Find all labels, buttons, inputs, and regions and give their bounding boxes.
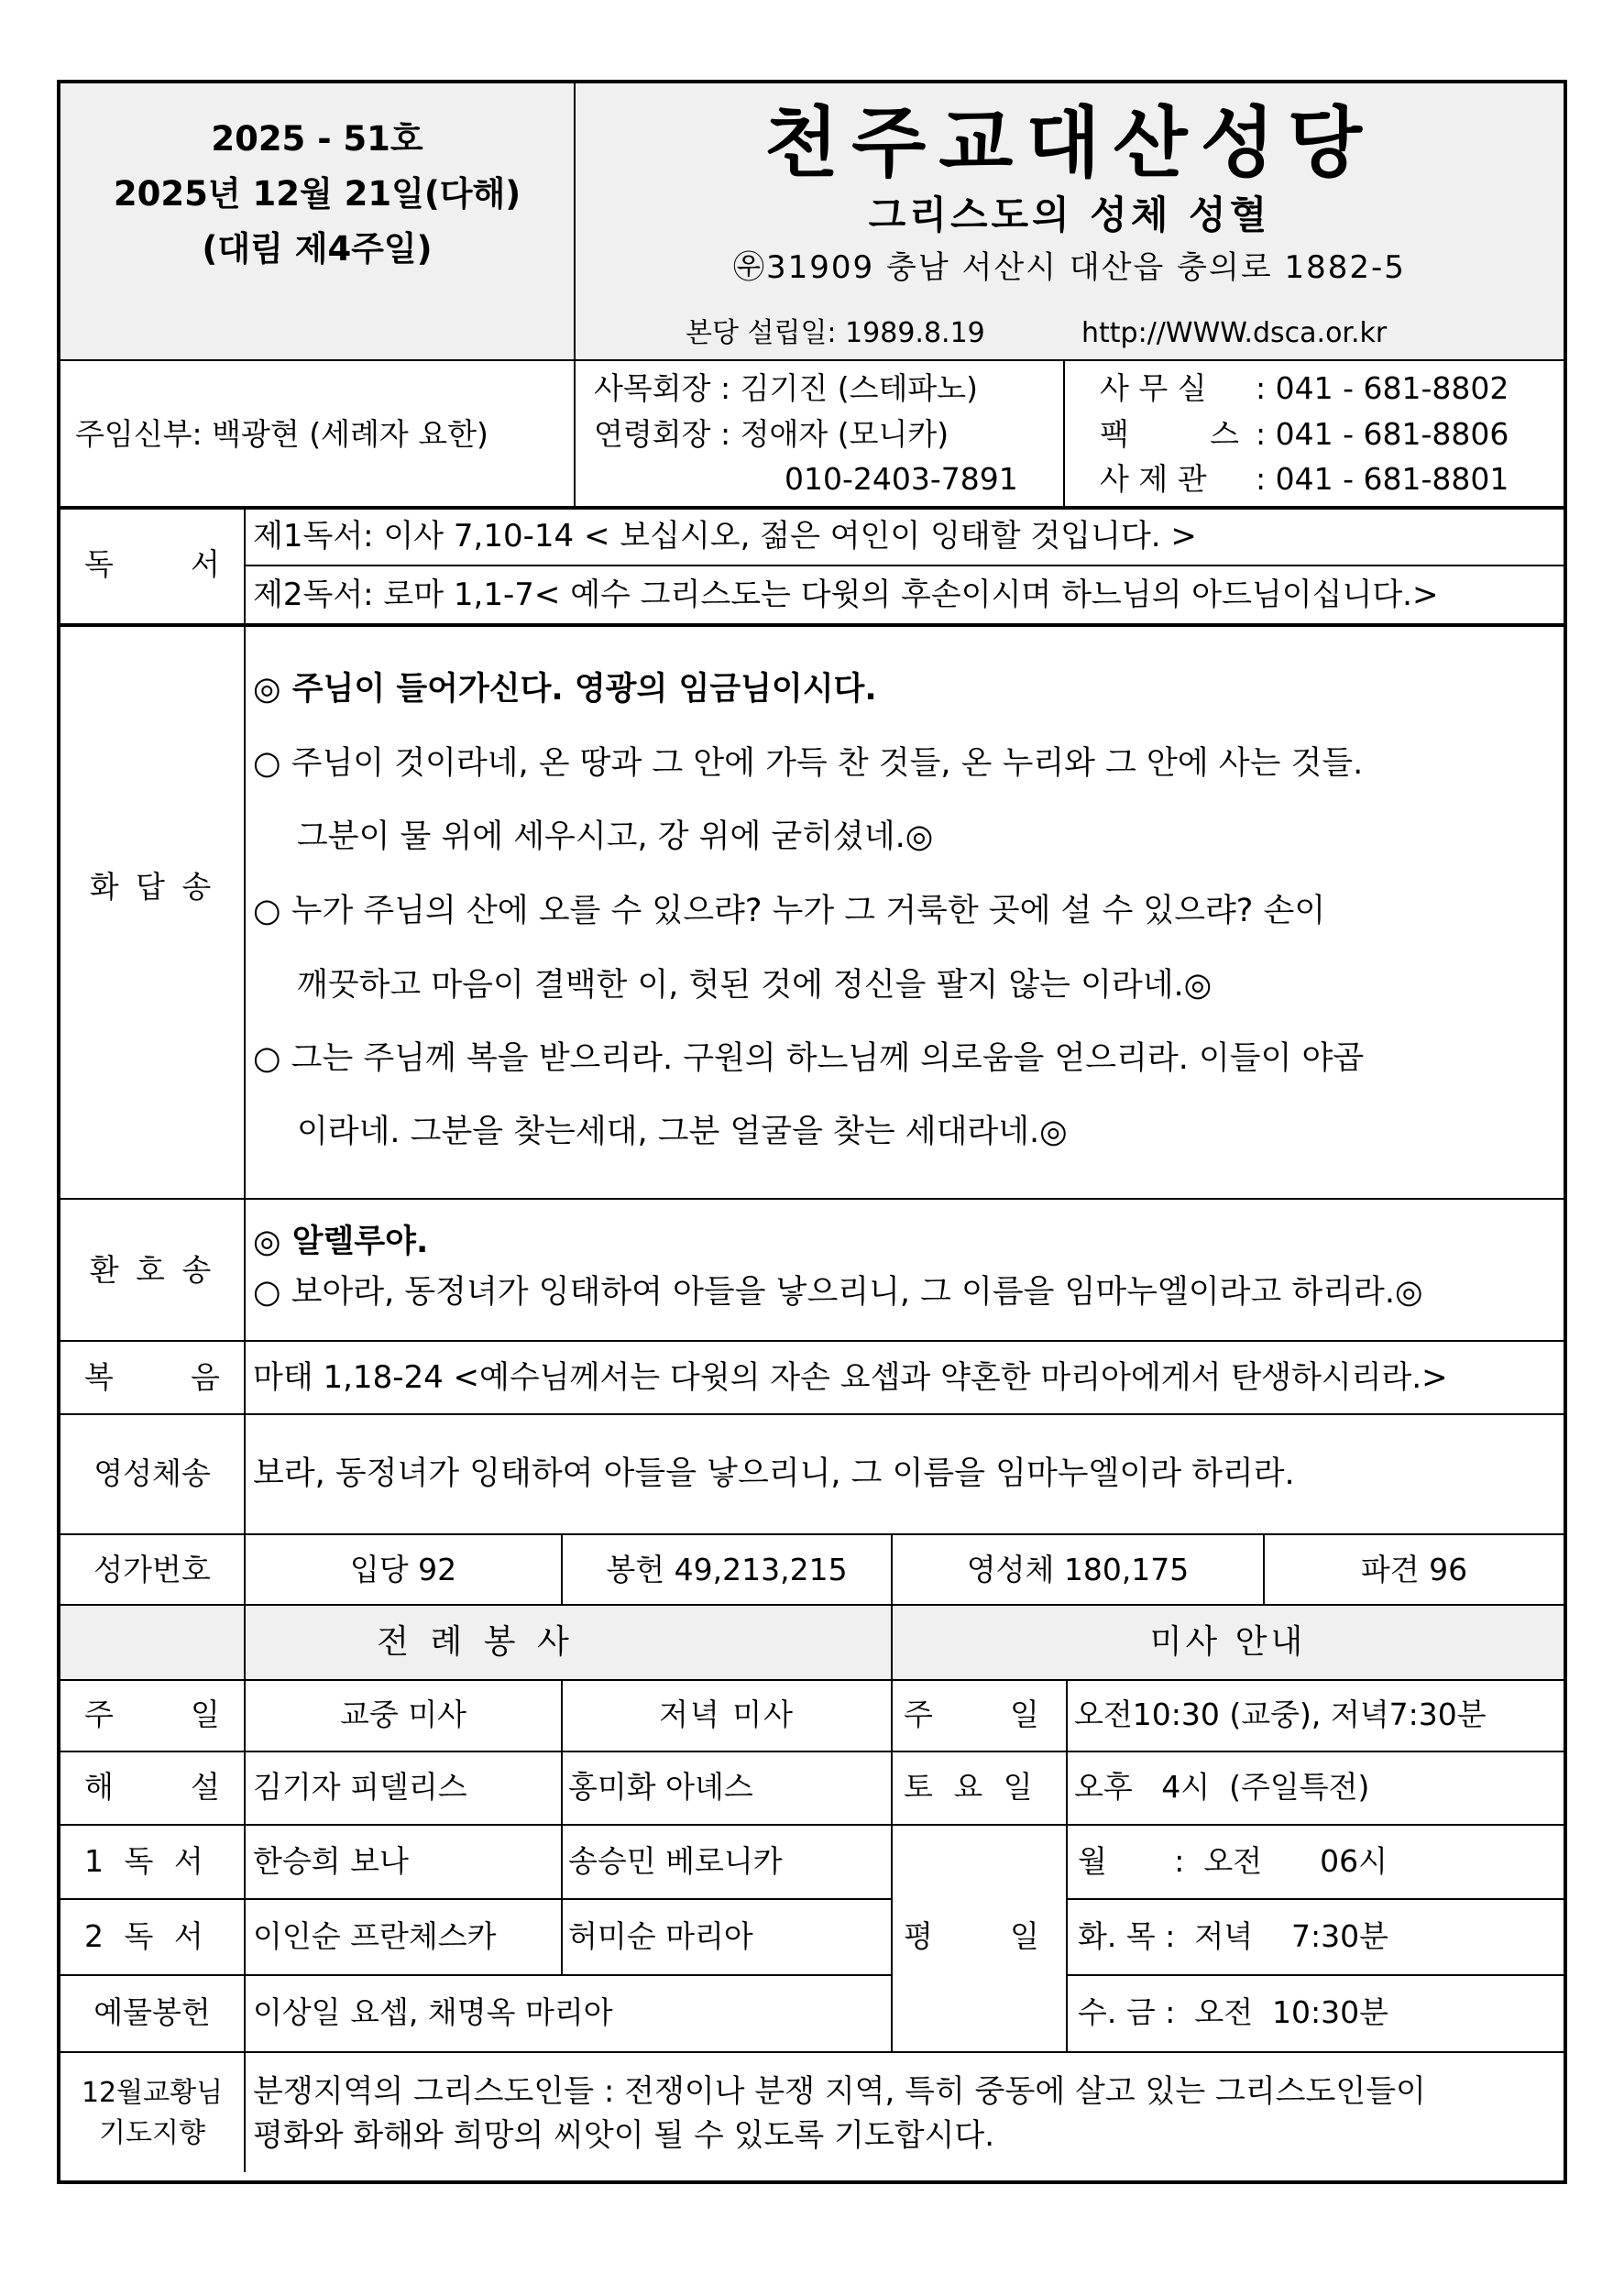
commentary-evening: 홍미화 아녜스 [568, 1769, 753, 1805]
hymn-offertory: 봉헌 49,213,215 [606, 1552, 848, 1587]
fax-label [1100, 416, 1239, 453]
ministry-col-evening: 저녁 미사 [658, 1697, 795, 1732]
mass-saturday-label: 토 요 일 [904, 1769, 1038, 1805]
psalm-line-5: ○ 그는 주님께 복을 받으리라. 구원의 하느님께 의로움을 얻으리라. 이들이 야곱 [253, 1040, 1365, 1077]
parish-patron: 그리스도의 성체 성혈 [868, 192, 1271, 237]
elder-president: 연령회장 : 정애자 (모니카) [594, 416, 949, 452]
acclamation-verse: ○ 보아라, 동정녀가 잉태하여 아들을 낳으리니, 그 이름을 임마누엘이라고 하리라.◎ [253, 1274, 1423, 1311]
psalm-line-3: ○ 누가 주님의 산에 오를 수 있으랴? 누가 그 거룩한 곳에 설 수 있으랴? 손이 [253, 893, 1326, 929]
prayer-intention-label-2: 기도지향 [99, 2117, 205, 2149]
church-name: 천주교대산성당 [763, 98, 1375, 188]
readings-label-char-2: 서 [191, 546, 220, 582]
mass-weekday-tue-thu: 화. 목 : 저녁 7:30분 [1078, 1918, 1389, 1954]
prayer-intention-line-1: 분쟁지역의 그리스도인들 : 전쟁이나 분쟁 지역, 특히 중동에 살고 있는 그리스도인들이 [253, 2073, 1426, 2110]
founded-date: 본당 설립일: 1989.8.19 [686, 317, 985, 349]
second-reader-morning: 이인순 프란체스카 [253, 1918, 497, 1954]
first-reader-evening: 송승민 베로니카 [568, 1843, 783, 1879]
gospel-label-char-1: 복 [84, 1359, 114, 1395]
ministry-col-sunday-char-2: 일 [191, 1697, 220, 1732]
ministry-title: 전 례 봉 사 [377, 1623, 575, 1661]
mass-weekday-wed-fri: 수. 금 : 오전 10:30분 [1078, 1994, 1389, 2030]
readings-label-char-1: 독 [84, 546, 114, 582]
commentary-char-2: 설 [191, 1769, 220, 1805]
psalm-label: 화 답 송 [89, 869, 215, 905]
office-label: 사 무 실 [1100, 370, 1207, 406]
council-president: 사목회장 : 김기진 (스테파노) [594, 370, 978, 406]
rectory-label: 사 제 관 [1100, 461, 1207, 497]
ministry-col-sunday-char-1: 주 [84, 1697, 114, 1732]
commentary-morning: 김기자 피델리스 [253, 1769, 467, 1805]
parish-address: ㉾31909 충남 서산시 대산읍 충의로 1882-5 [733, 249, 1406, 286]
mass-weekday-char-1: 평 [904, 1918, 933, 1954]
hymn-entrance: 입당 92 [349, 1552, 457, 1587]
mass-sunday-times: 오전10:30 (교중), 저녁7:30분 [1074, 1697, 1487, 1732]
pastor-name: 주임신부: 백광현 (세례자 요한) [75, 416, 488, 452]
parish-website[interactable]: http://WWW.dsca.or.kr [1081, 317, 1388, 349]
mass-sunday-char-2: 일 [1010, 1697, 1039, 1732]
issue-number: 2025 - 51호 [211, 119, 423, 159]
commentary-char-1: 해 [84, 1769, 114, 1805]
psalm-line-1: ○ 주님이 것이라네, 온 땅과 그 안에 가득 찬 것들, 온 누리와 그 안에 사는 것들. [253, 745, 1364, 782]
mass-info-title: 미사 안내 [1149, 1623, 1307, 1661]
acclamation-label: 환 호 송 [89, 1252, 215, 1288]
prayer-intention-label-1: 12월교황님 [81, 2077, 224, 2109]
psalm-refrain: ◎ 주님이 들어가신다. 영광의 임금님이시다. [253, 671, 877, 708]
ministry-col-morning: 교중 미사 [339, 1697, 466, 1732]
office-phone: : 041 - 681-8802 [1256, 370, 1509, 406]
second-reading: 제2독서: 로마 1,1-7< 예수 그리스도는 다윗의 후손이시며 하느님의 아드님이십니다.> [253, 576, 1439, 613]
elder-phone: 010-2403-7891 [785, 461, 1018, 497]
first-reading: 제1독서: 이사 7,10-14 < 보십시오, 젊은 여인이 잉태할 것입니다. > [253, 518, 1197, 555]
mass-weekday-mon: 월 : 오전 06시 [1078, 1843, 1388, 1879]
communion-text: 보라, 동정녀가 잉태하여 아들을 낳으리니, 그 이름을 임마누엘이라 하리라. [253, 1455, 1295, 1492]
fax-phone: : 041 - 681-8806 [1256, 416, 1509, 452]
psalm-line-2: 그분이 물 위에 세우시고, 강 위에 굳히셨네.◎ [297, 818, 934, 855]
ministry-row-label: 1 독 서 [84, 1843, 209, 1879]
alleluia: ◎ 알렐루야. [253, 1224, 429, 1260]
offering-label: 예물봉헌 [93, 1994, 211, 2030]
ministry-row-label: 2 독 서 [84, 1918, 209, 1954]
liturgical-sunday: (대림 제4주일) [202, 229, 433, 269]
second-reader-evening: 허미순 마리아 [568, 1918, 753, 1954]
hymns-label: 성가번호 [93, 1552, 211, 1587]
prayer-intention-line-2: 평화와 화해와 희망의 씨앗이 될 수 있도록 기도합시다. [253, 2117, 995, 2154]
communion-label: 영성체송 [93, 1455, 211, 1491]
mass-saturday-times: 오후 4시 (주일특전) [1074, 1769, 1370, 1805]
hymn-recessional: 파견 96 [1360, 1552, 1468, 1587]
mass-sunday-char-1: 주 [904, 1697, 933, 1732]
offering-names: 이상일 요셉, 채명옥 마리아 [253, 1994, 613, 2030]
mass-weekday-char-2: 일 [1010, 1918, 1039, 1954]
hymn-communion: 영성체 180,175 [966, 1552, 1190, 1587]
fax-char-1: 팩 [1100, 416, 1129, 452]
psalm-line-4: 깨끗하고 마음이 결백한 이, 헛된 것에 정신을 팔지 않는 이라네.◎ [297, 967, 1213, 1004]
bulletin-date: 2025년 12월 21일(다해) [113, 174, 521, 214]
gospel-text: 마태 1,18-24 <예수님께서는 다윗의 자손 요셉과 약혼한 마리아에게서 탄생하시리라.> [253, 1359, 1448, 1396]
fax-char-2: 스 [1210, 416, 1239, 452]
first-reader-morning: 한승희 보나 [253, 1843, 409, 1879]
gospel-label-char-2: 음 [191, 1359, 220, 1395]
rectory-phone: : 041 - 681-8801 [1256, 461, 1509, 497]
psalm-line-6: 이라네. 그분을 찾는세대, 그분 얼굴을 찾는 세대라네.◎ [297, 1114, 1068, 1150]
